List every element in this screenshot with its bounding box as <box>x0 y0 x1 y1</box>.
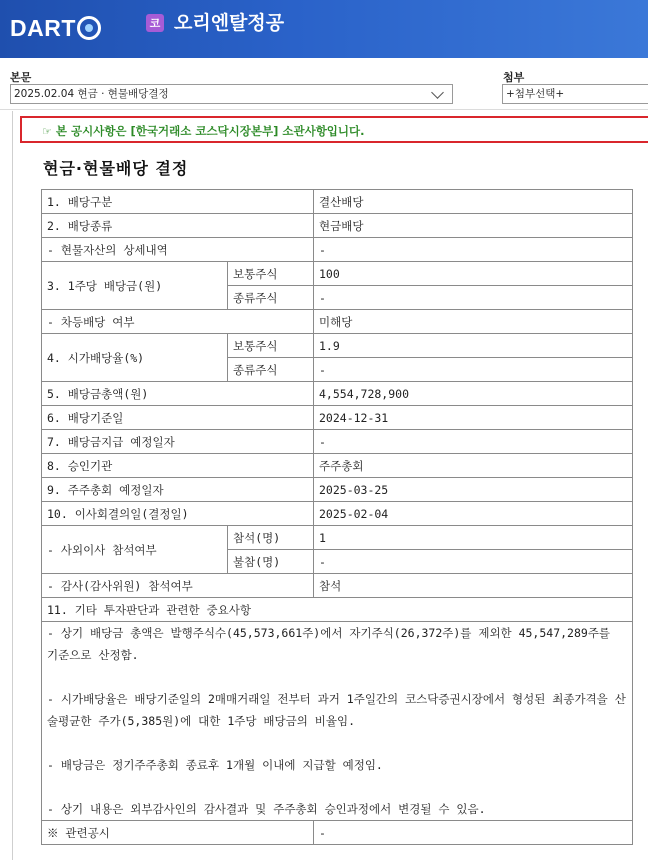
row-value: 현금배당 <box>314 214 633 238</box>
row-label: - 감사(감사위원) 참석여부 <box>42 574 314 598</box>
row-sublabel: 보통주식 <box>228 262 314 286</box>
main-doc-select[interactable] <box>10 84 453 104</box>
row-value: - <box>314 821 633 845</box>
row-sublabel: 보통주식 <box>228 334 314 358</box>
row-sublabel: 종류주식 <box>228 286 314 310</box>
market-badge: 코 <box>146 14 164 32</box>
table-row <box>42 622 633 821</box>
row-value: 참석 <box>314 574 633 598</box>
row-label: 2. 배당종류 <box>42 214 314 238</box>
table-row <box>42 238 633 262</box>
company-name[interactable]: 오리엔탈정공 <box>174 12 285 34</box>
row-value: 4,554,728,900 <box>314 382 633 406</box>
row-label: 5. 배당금총액(원) <box>42 382 314 406</box>
table-row <box>42 574 633 598</box>
detail-paragraph: - 시가배당율은 배당기준일의 2매매거래일 전부터 과거 1주일간의 코스닥증권시장에서 형성된 최종가격을 산술평균한 주가(5,385원)에 대한 1주당 배당금의 비율임. <box>47 692 626 728</box>
logo-text: DART <box>10 14 76 41</box>
row-value: - <box>314 286 633 310</box>
dividend-decision-table <box>41 189 633 845</box>
row-label: 8. 승인기관 <box>42 454 314 478</box>
row-value: 1 <box>314 526 633 550</box>
app-header <box>0 0 648 58</box>
row-value: 1.9 <box>314 334 633 358</box>
row-value: 100 <box>314 262 633 286</box>
table-row <box>42 430 633 454</box>
row-label: 4. 시가배당율(%) <box>42 334 228 382</box>
row-value: 2025-03-25 <box>314 478 633 502</box>
attachment-select-value: +첨부선택+ <box>506 88 565 100</box>
pointing-hand-icon: ☞ <box>42 125 52 138</box>
row-value: - <box>314 430 633 454</box>
document-selection-bar <box>0 58 648 110</box>
table-row <box>42 821 633 845</box>
row-value: - <box>314 550 633 574</box>
row-value: 주주총회 <box>314 454 633 478</box>
table-row <box>42 382 633 406</box>
row-value: - <box>314 358 633 382</box>
notice-text: 본 공시사항은 [한국거래소 코스닥시장본부] 소관사항입니다. <box>55 124 365 138</box>
row-label: 1. 배당구분 <box>42 190 314 214</box>
chevron-down-icon <box>431 86 444 99</box>
table-row <box>42 598 633 622</box>
table-row <box>42 454 633 478</box>
row-label: 7. 배당금지급 예정일자 <box>42 430 314 454</box>
table-row <box>42 262 633 286</box>
row-value: 2025-02-04 <box>314 502 633 526</box>
attachment-label: 첨부 <box>503 71 525 84</box>
jurisdiction-notice <box>20 116 648 143</box>
detail-paragraph: - 상기 배당금 총액은 발행주식수(45,573,661주)에서 자기주식(26,372주)를 제외한 45,547,289주를 기준으로 산정함. <box>47 626 611 662</box>
row-label: - 사외이사 참석여부 <box>42 526 228 574</box>
detail-paragraph: - 상기 내용은 외부감사인의 감사결과 및 주주총회 승인과정에서 변경될 수 있음. <box>47 802 486 816</box>
detail-paragraph: - 배당금은 정기주주총회 종료후 1개월 이내에 지급할 예정임. <box>47 758 383 772</box>
row-label: 10. 이사회결의일(결정일) <box>42 502 314 526</box>
main-doc-select-value: 2025.02.04 현금 · 현물배당결정 <box>14 88 169 100</box>
row-label: - 차등배당 여부 <box>42 310 314 334</box>
table-row <box>42 310 633 334</box>
row-label: 9. 주주총회 예정일자 <box>42 478 314 502</box>
row-label[interactable]: ※ 관련공시 <box>42 821 314 845</box>
table-row <box>42 526 633 550</box>
table-row <box>42 214 633 238</box>
table-row <box>42 406 633 430</box>
document-title: 현금·현물배당 결정 <box>43 159 189 178</box>
row-value: 2024-12-31 <box>314 406 633 430</box>
row-label: 11. 기타 투자판단과 관련한 중요사항 <box>42 598 633 622</box>
table-row <box>42 502 633 526</box>
logo-circle-icon <box>77 16 101 40</box>
row-label: - 현물자산의 상세내역 <box>42 238 314 262</box>
table-row <box>42 190 633 214</box>
main-doc-label: 본문 <box>10 71 32 84</box>
row-value: 미해당 <box>314 310 633 334</box>
other-important-details <box>42 622 633 821</box>
row-label: 3. 1주당 배당금(원) <box>42 262 228 310</box>
dart-logo[interactable] <box>10 13 101 43</box>
row-label: 6. 배당기준일 <box>42 406 314 430</box>
row-sublabel: 불참(명) <box>228 550 314 574</box>
row-sublabel: 참석(명) <box>228 526 314 550</box>
attachment-select[interactable] <box>502 84 648 104</box>
row-sublabel: 종류주식 <box>228 358 314 382</box>
table-row <box>42 334 633 358</box>
row-value: - <box>314 238 633 262</box>
table-row <box>42 478 633 502</box>
row-value: 결산배당 <box>314 190 633 214</box>
